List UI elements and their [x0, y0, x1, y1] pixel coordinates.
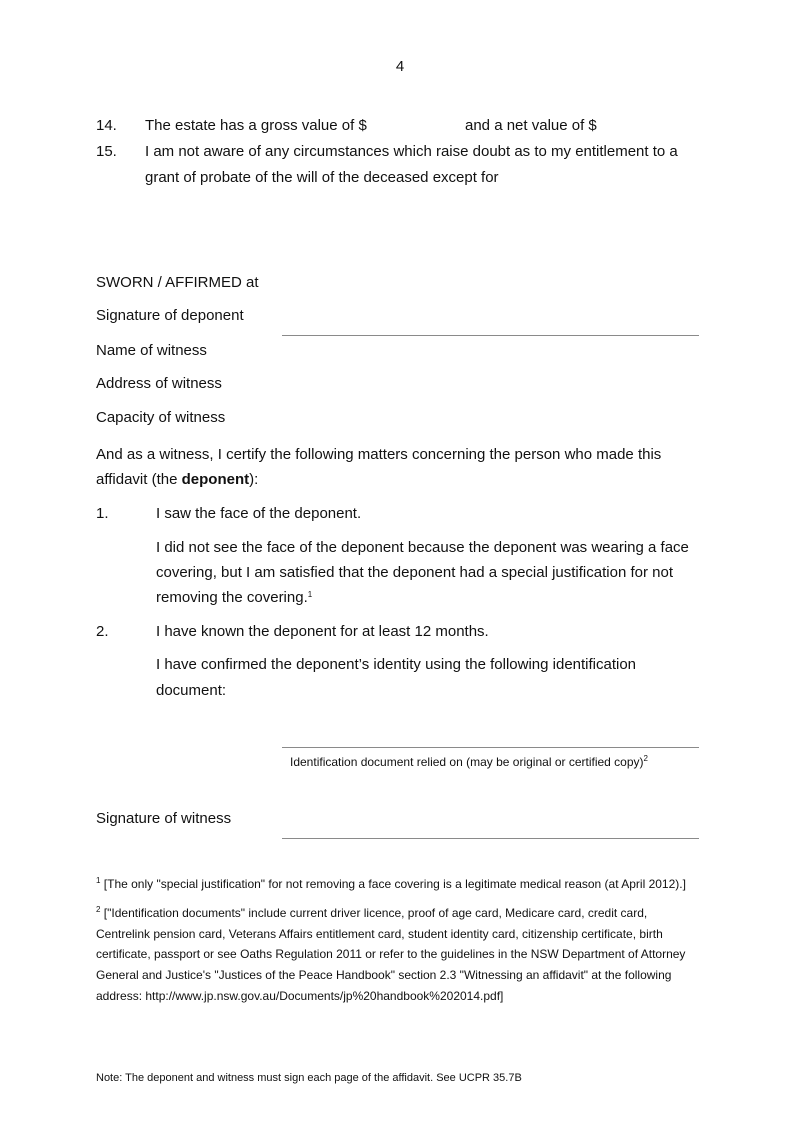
id-document-line: [282, 747, 699, 748]
matter-1-option-a: I saw the face of the deponent.: [156, 505, 362, 522]
footnote-2-line-3: certificate, passport or see Oaths Regulation 2011 or refer to the guidelines in the NSW Department of Attorney: [96, 947, 686, 961]
matter-2-number: 2.: [96, 623, 109, 640]
matter-1-option-b-line-3: removing the covering.$^1$: [156, 589, 313, 606]
deponent-term: deponent: [181, 471, 250, 488]
item-14-gross-text: The estate has a gross value of $: [145, 117, 367, 134]
name-witness-label: Name of witness: [96, 342, 207, 359]
matter-1-number: 1.: [96, 505, 109, 522]
signature-witness-label: Signature of witness: [96, 810, 232, 827]
signature-deponent-line: [282, 335, 699, 336]
sworn-label: SWORN / AFFIRMED at: [96, 274, 259, 291]
item-15-line-2: grant of probate of the will of the deceased except for: [145, 169, 499, 186]
matter-2-option-b-line-2: document:: [156, 682, 227, 699]
footnote-2-line-5: address: http://www.jp.nsw.gov.au/Documents/jp%20handbook%202014.pdf]: [96, 989, 504, 1003]
footnote-ref-2: 2: [643, 754, 648, 763]
footnote-2-line-4: General and Justice's "Justices of the Peace Handbook" section 2.3 "Witnessing an affidavit" at the following: [96, 968, 672, 982]
item-15-line-1: I am not aware of any circumstances which raise doubt as to my entitlement to a: [145, 143, 678, 160]
footnote-ref-1: 1: [307, 590, 313, 599]
certify-line-1: And as a witness, I certify the following matters concerning the person who made this: [96, 446, 662, 463]
certify-line-2: affidavit (the deponent):: [96, 471, 259, 488]
footnote-2-line-1: $^2$ ["Identification documents" include current driver licence, proof of age card, Medicare card, credit card,: [96, 905, 648, 920]
id-document-caption: Identification document relied on (may be original or certified copy)$^2$: [290, 754, 648, 769]
signature-deponent-label: Signature of deponent: [96, 307, 244, 324]
item-15-number: 15.: [96, 143, 117, 160]
item-14-number: 14.: [96, 117, 117, 134]
footer-note: Note: The deponent and witness must sign each page of the affidavit. See UCPR 35.7B: [96, 1072, 522, 1084]
footnote-2-line-2: Centrelink pension card, Veterans Affairs entitlement card, student identity card, citizenship certificate, birth: [96, 927, 663, 941]
matter-2-option-a: I have known the deponent for at least 12 months.: [156, 623, 489, 640]
footnote-1: $^1$ [The only "special justification" for not removing a face covering is a legitimate medical reason (at April 2012).]: [96, 876, 686, 891]
matter-2-option-b-line-1: I have confirmed the deponent’s identity using the following identification: [156, 656, 637, 673]
capacity-witness-label: Capacity of witness: [96, 409, 226, 426]
signature-witness-line: [282, 838, 699, 839]
matter-1-option-b-line-2: covering, but I am satisfied that the deponent had a special justification for not: [156, 564, 673, 581]
item-14-net-text: and a net value of $: [465, 117, 597, 134]
address-witness-label: Address of witness: [96, 375, 222, 392]
page-number: 4: [395, 58, 405, 75]
matter-1-option-b-line-1: I did not see the face of the deponent because the deponent was wearing a face: [156, 539, 689, 556]
